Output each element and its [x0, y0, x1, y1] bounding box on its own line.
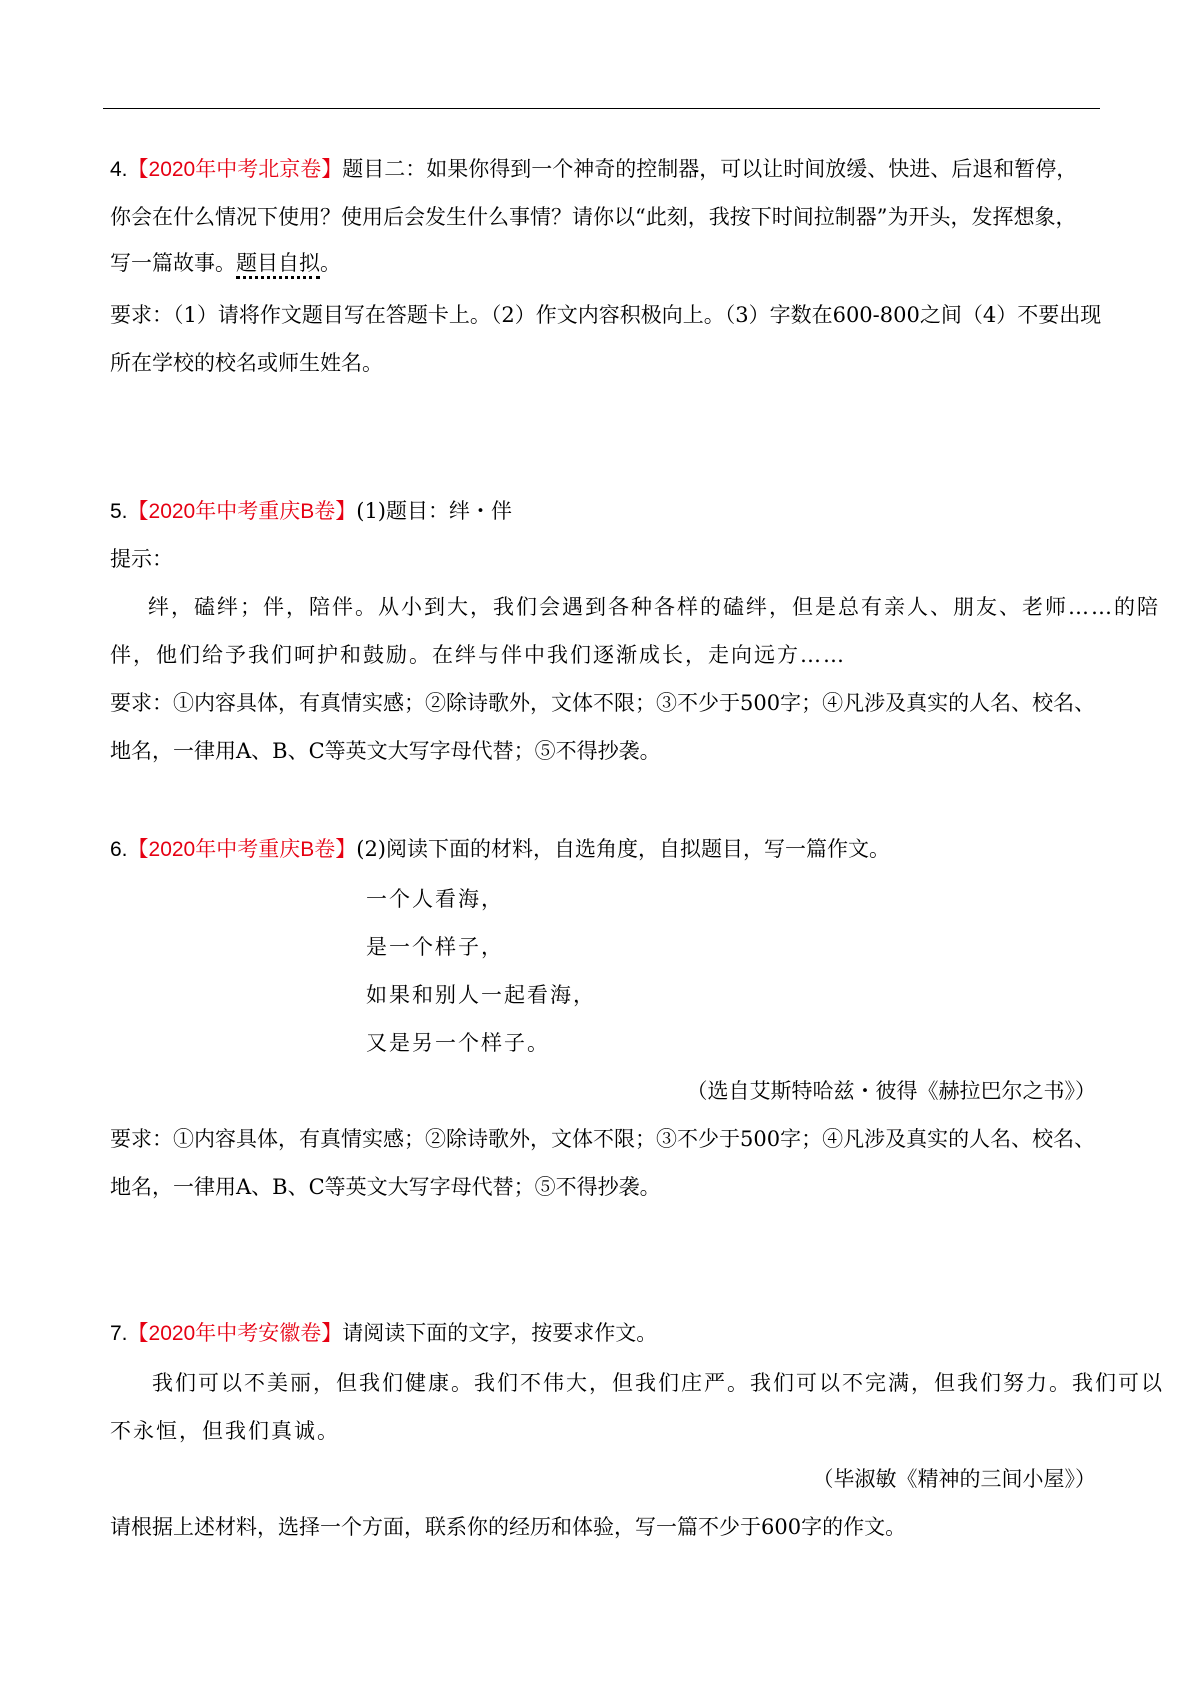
q4-text-line1: 题目二：如果你得到一个神奇的控制器，可以让时间放缓、快进、后退和暂停，	[342, 157, 1078, 181]
q5-tag: 【2020年中考重庆B卷】	[127, 500, 357, 523]
q7-task: 请根据上述材料，选择一个方面，联系你的经历和体验，写一篇不少于600字的作文。	[110, 1515, 907, 1539]
q6-poem-line-3: 如果和别人一起看海，	[366, 983, 596, 1007]
q5-req2: 地名，一律用A、B、C等英文大写字母代替；⑤不得抄袭。	[110, 739, 661, 763]
q6-heading	[110, 836, 890, 863]
q7-text2: 不永恒，但我们真诚。	[110, 1419, 340, 1443]
q6-poem-line-4: 又是另一个样子。	[366, 1031, 550, 1055]
header-rule	[103, 108, 1100, 109]
q4-line2: 你会在什么情况下使用？使用后会发生什么事情？请你以“此刻，我按下时间拉制器”为开头，发挥想象，	[110, 205, 1077, 229]
q6-source: （选自艾斯特哈兹・彼得《赫拉巴尔之书》）	[686, 1079, 1096, 1103]
q4-line3-emphasis: 题目自拟	[236, 251, 320, 279]
q6-req2: 地名，一律用A、B、C等英文大写字母代替；⑤不得抄袭。	[110, 1175, 661, 1199]
q7-source: （毕淑敏《精神的三间小屋》）	[812, 1467, 1096, 1491]
q7-intro: 请阅读下面的文字，按要求作文。	[342, 1321, 658, 1345]
q5-heading	[110, 498, 512, 525]
q4-line3	[110, 250, 341, 276]
q4-line3-c: 。	[320, 251, 341, 275]
q4-req2: 所在学校的校名或师生姓名。	[110, 351, 383, 375]
q6-req1: 要求：①内容具体，有真情实感；②除诗歌外，文体不限；③不少于500字；④凡涉及真实的人名、校名、	[110, 1127, 1096, 1151]
q7-heading	[110, 1320, 657, 1347]
q5-hint2: 伴，他们给予我们呵护和鼓励。在绊与伴中我们逐渐成长，走向远方……	[110, 643, 846, 667]
q5-req1: 要求：①内容具体，有真情实感；②除诗歌外，文体不限；③不少于500字；④凡涉及真实的人名、校名、	[110, 691, 1096, 715]
q4-line3-a: 写一篇故事。	[110, 251, 236, 275]
q5-hint1: 绊，磕绊；伴，陪伴。从小到大，我们会遇到各种各样的磕绊，但是总有亲人、朋友、老师……的陪	[148, 595, 1160, 619]
q6-tag: 【2020年中考重庆B卷】	[127, 838, 357, 861]
q6-number: 6.	[110, 838, 128, 861]
q6-poem-line-2: 是一个样子，	[366, 935, 504, 959]
q5-title: (1)题目：绊・伴	[356, 499, 512, 523]
q6-poem-line-1: 一个人看海，	[366, 887, 504, 911]
q4-tag: 【2020年中考北京卷】	[127, 158, 343, 181]
q4-number: 4.	[110, 158, 128, 181]
q5-hint-label: 提示：	[110, 547, 173, 571]
q4-req1: 要求：（1）请将作文题目写在答题卡上。（2）作文内容积极向上。（3）字数在600-800之间（4）不要出现	[110, 303, 1102, 327]
q7-tag: 【2020年中考安徽卷】	[127, 1322, 343, 1345]
q6-intro: (2)阅读下面的材料，自选角度，自拟题目，写一篇作文。	[356, 837, 890, 861]
q7-text1: 我们可以不美丽，但我们健康。我们不伟大，但我们庄严。我们可以不完满，但我们努力。我们可以	[152, 1371, 1164, 1395]
q7-number: 7.	[110, 1322, 128, 1345]
q5-number: 5.	[110, 500, 128, 523]
q4-line1	[110, 156, 1077, 183]
